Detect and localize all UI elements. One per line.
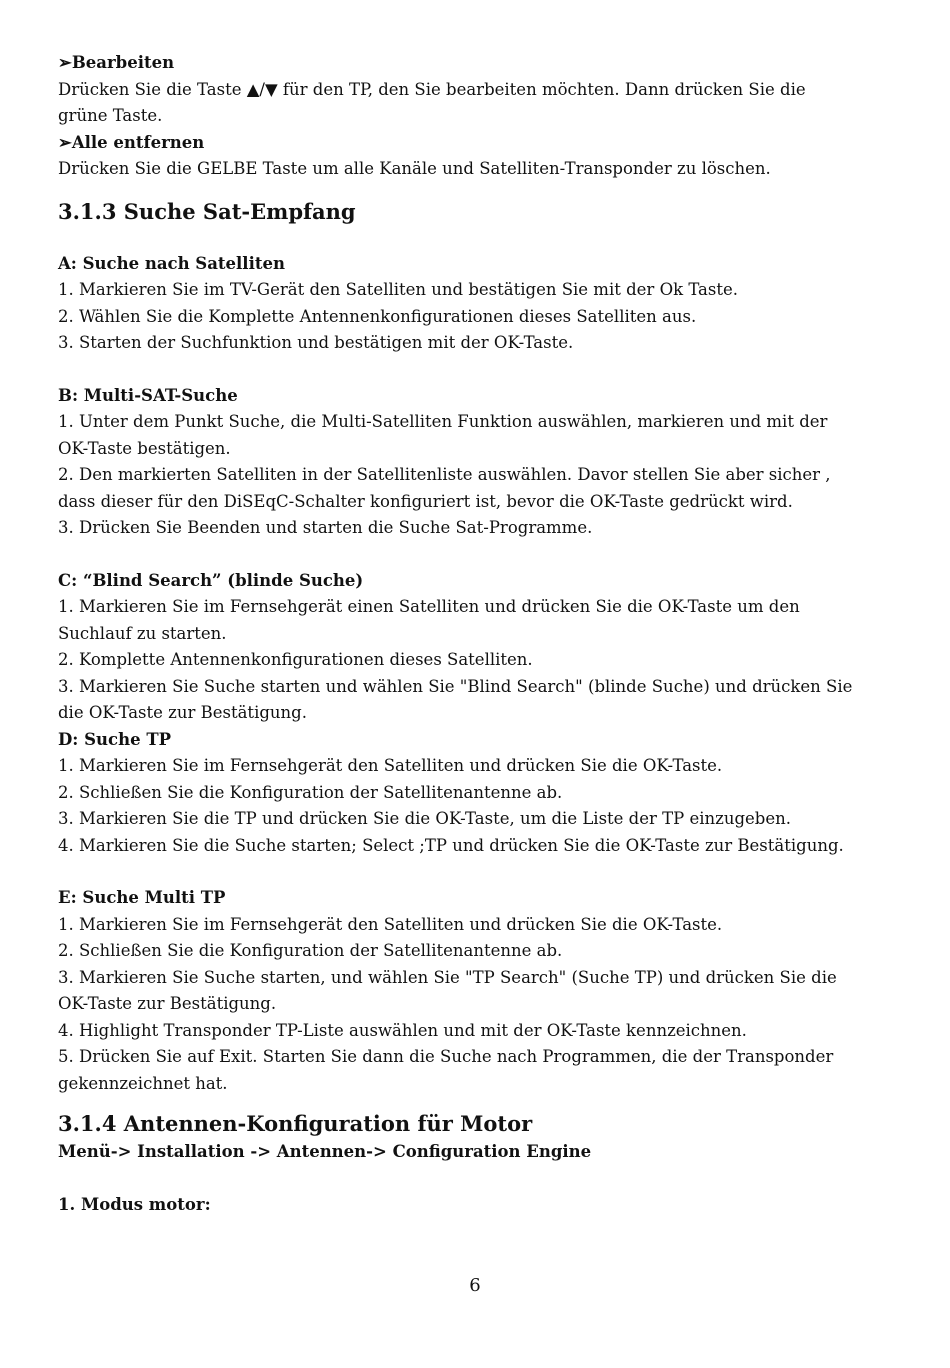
- section-b-item-2: 2. Den markierten Satelliten in der Satellitenliste auswählen. Davor stellen Sie aber sicher , dass dieser für den DiSEqC-Schalter konfiguriert ist, bevor die OK-Taste gedrückt wird.: [58, 465, 831, 511]
- section-e-item-3: 3. Markieren Sie Suche starten, und wählen Sie "TP Search" (Suche TP) und drücken Sie die OK-Taste zur Bestätigung.: [58, 967, 837, 1013]
- section-c-item-2: 2. Komplette Antennenkonfigurationen dieses Satelliten.: [58, 650, 533, 669]
- alle-entfernen-heading: ➢Alle entfernen: [58, 132, 205, 152]
- section-c-title: C: “Blind Search” (blinde Suche): [58, 570, 364, 590]
- section-314-title: 3.1.4 Antennen-Konfiguration für Motor: [58, 1111, 533, 1136]
- section-b-item-3: 3. Drücken Sie Beenden und starten die Suche Sat-Programme.: [58, 518, 593, 537]
- section-a-item-1: 1. Markieren Sie im TV-Gerät den Satelliten und bestätigen Sie mit der Ok Taste.: [58, 280, 739, 299]
- section-d-item-2: 2. Schließen Sie die Konfiguration der Satellitenantenne ab.: [58, 782, 563, 802]
- page-number: 6: [469, 1275, 481, 1296]
- section-e-item-4: 4. Highlight Transponder TP-Liste auswählen und mit der OK-Taste kennzeichnen.: [58, 1020, 747, 1040]
- section-b-title: B: Multi-SAT-Suche: [58, 385, 238, 405]
- section-a-title: A: Suche nach Satelliten: [58, 253, 285, 273]
- section-d-item-4: 4. Markieren Sie die Suche starten; Select ;TP und drücken Sie die OK-Taste zur Bestätigung.: [58, 835, 844, 855]
- section-e-title: E: Suche Multi TP: [58, 888, 226, 907]
- section-b-item-1: 1. Unter dem Punkt Suche, die Multi-Satelliten Funktion auswählen, markieren und mit der OK-Taste bestätigen.: [58, 412, 828, 458]
- document-page: [58, 50, 858, 1218]
- bearbeiten-text: Drücken Sie die Taste ▲/▼ für den TP, den Sie bearbeiten möchten. Dann drücken Sie die grüne Taste.: [58, 79, 806, 125]
- section-e-item-5: 5. Drücken Sie auf Exit. Starten Sie dann die Suche nach Programmen, die der Transponder gekennzeichnet hat.: [58, 1047, 834, 1093]
- section-d-item-1: 1. Markieren Sie im Fernsehgerät den Satelliten und drücken Sie die OK-Taste.: [58, 756, 723, 775]
- section-e-item-2: 2. Schließen Sie die Konfiguration der Satellitenantenne ab.: [58, 941, 563, 960]
- section-c-item-3: 3. Markieren Sie Suche starten und wählen Sie "Blind Search" (blinde Suche) und drücken Sie die OK-Taste zur Bestätigung.: [58, 676, 853, 722]
- menu-path: Menü-> Installation -> Antennen-> Configuration Engine: [58, 1142, 592, 1161]
- section-e-item-1: 1. Markieren Sie im Fernsehgerät den Satelliten und drücken Sie die OK-Taste.: [58, 914, 723, 934]
- section-d-title: D: Suche TP: [58, 729, 172, 749]
- bearbeiten-heading: ➢Bearbeiten: [58, 53, 175, 72]
- section-d-item-3: 3. Markieren Sie die TP und drücken Sie die OK-Taste, um die Liste der TP einzugeben.: [58, 809, 792, 828]
- section-c-item-1: 1. Markieren Sie im Fernsehgerät einen Satelliten und drücken Sie die OK-Taste um den Suchlauf zu starten.: [58, 597, 800, 643]
- modus-motor: 1. Modus motor:: [58, 1194, 211, 1214]
- section-313-title: 3.1.3 Suche Sat-Empfang: [58, 198, 356, 224]
- section-a-item-2: 2. Wählen Sie die Komplette Antennenkonfigurationen dieses Satelliten aus.: [58, 306, 697, 326]
- alle-entfernen-text: Drücken Sie die GELBE Taste um alle Kanäle und Satelliten-Transponder zu löschen.: [58, 159, 771, 178]
- section-a-item-3: 3. Starten der Suchfunktion und bestätigen mit der OK-Taste.: [58, 333, 574, 352]
